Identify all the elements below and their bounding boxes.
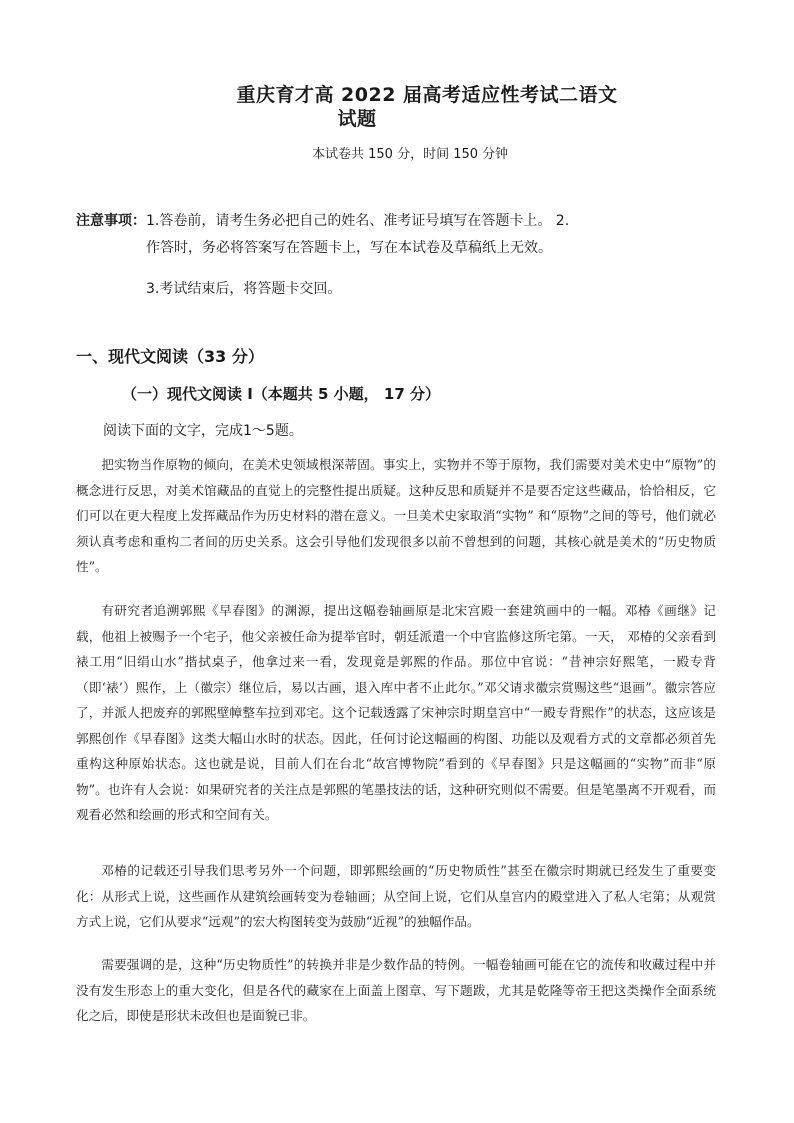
section-heading: 一、现代文阅读（33 分） xyxy=(76,347,264,366)
notice-line-3: 3.考试结束后，将答题卡交回。 xyxy=(146,281,342,297)
exam-info: 本试卷共 150 分，时间 150 分钟 xyxy=(312,147,509,162)
passage-paragraph-2: 有研究者追溯郭熙《早春图》的渊源，提出这幅卷轴画原是北宋宫殿一套建筑画中的一幅。邓椿《画继》记载，他祖上被赐予一个宅子，他父亲被任命为提举官时，朝廷派遣一个中官监修这所宅第。一天， 邓椿的父亲看到裱工用“旧绢山水”揩拭桌子，他拿过来一看，发现竟是郭熙的作品。那位中官说：“昔神宗好熙笔，一殿专背（即‘裱’）熙作，上（徽宗）继位后，易以古画，退入库中者不止此尔。”邓父请求徽宗赏赐这些“退画”。徽宗答应了，并派人把废弃的郭熙壁幛整车拉到邓宅。这个记载透露了宋神宗时期皇宫中“一殿专背熙作”的状态，这应该是郭熙创作《早春图》这类大幅山水时的状态。因此，任何讨论这幅画的构图、功能以及观看方式的文章都必须首先重构这种原始状态。这也就是说，目前人们在台北“故宫博物院”看到的《早春图》只是这幅画的“实物”而非“原物”。也许有人会说：如果研究者的关注点是郭熙的笔墨技法的话，这种研究则似不需要。但是笔墨离不开观看，而观看必然和绘画的形式和空间有关。 xyxy=(76,603,716,822)
exam-title-line2: 试题 xyxy=(337,108,377,130)
exam-title-line1: 重庆育才高 2022 届高考适应性考试二语文 xyxy=(236,84,618,106)
passage-paragraph-3: 邓椿的记载还引导我们思考另外一个问题，即郭熙绘画的“历史物质性”甚至在徽宗时期就已经发生了重要变化：从形式上说，这些画作从建筑绘画转变为卷轴画；从空间上说，它们从皇宫内的殿堂进入了私人宅第；从观赏方式上说，它们从要求“远观”的宏大构图转变为鼓励“近视”的独幅作品。 xyxy=(76,863,716,929)
subsection-heading: （一）现代文阅读 I（本题共 5 小题， 17 分） xyxy=(122,385,441,403)
notice-label: 注意事项： xyxy=(76,213,146,229)
passage-paragraph-1: 把实物当作原物的倾向，在美术史领域根深蒂固。事实上，实物并不等于原物，我们需要对美术史中“原物”的概念进行反思，对美术馆藏品的直觉上的完整性提出质疑。这种反思和质疑并不是要否定这些藏品，恰恰相反，它们可以在更大程度上发挥藏品作为历史材料的潜在意义。一旦美术史家取消“实物” 和“原物”之间的等号，他们就必须认真考虑和重构二者间的历史关系。这会引导他们发现很多以前不曾想到的问题，其核心就是美术的“历史物质性”。 xyxy=(76,457,716,574)
reading-instruction: 阅读下面的文字，完成1～5题。 xyxy=(103,423,303,439)
notice-line-1: 1.答卷前，请考生务必把自己的姓名、准考证号填写在答题卡上。 2. xyxy=(146,213,570,229)
notice-line-2: 作答时，务必将答案写在答题卡上，写在本试卷及草稿纸上无效。 xyxy=(146,240,552,256)
passage-paragraph-4: 需要强调的是，这种“历史物质性”的转换并非是少数作品的特例。一幅卷轴画可能在它的流传和收藏过程中并没有发生形态上的重大变化，但是各代的藏家在上面盖上图章、写下题跋，尤其是乾隆等帝王把这类操作全面系统化之后，即使是形状未改但也是面貌已非。 xyxy=(76,957,716,1023)
